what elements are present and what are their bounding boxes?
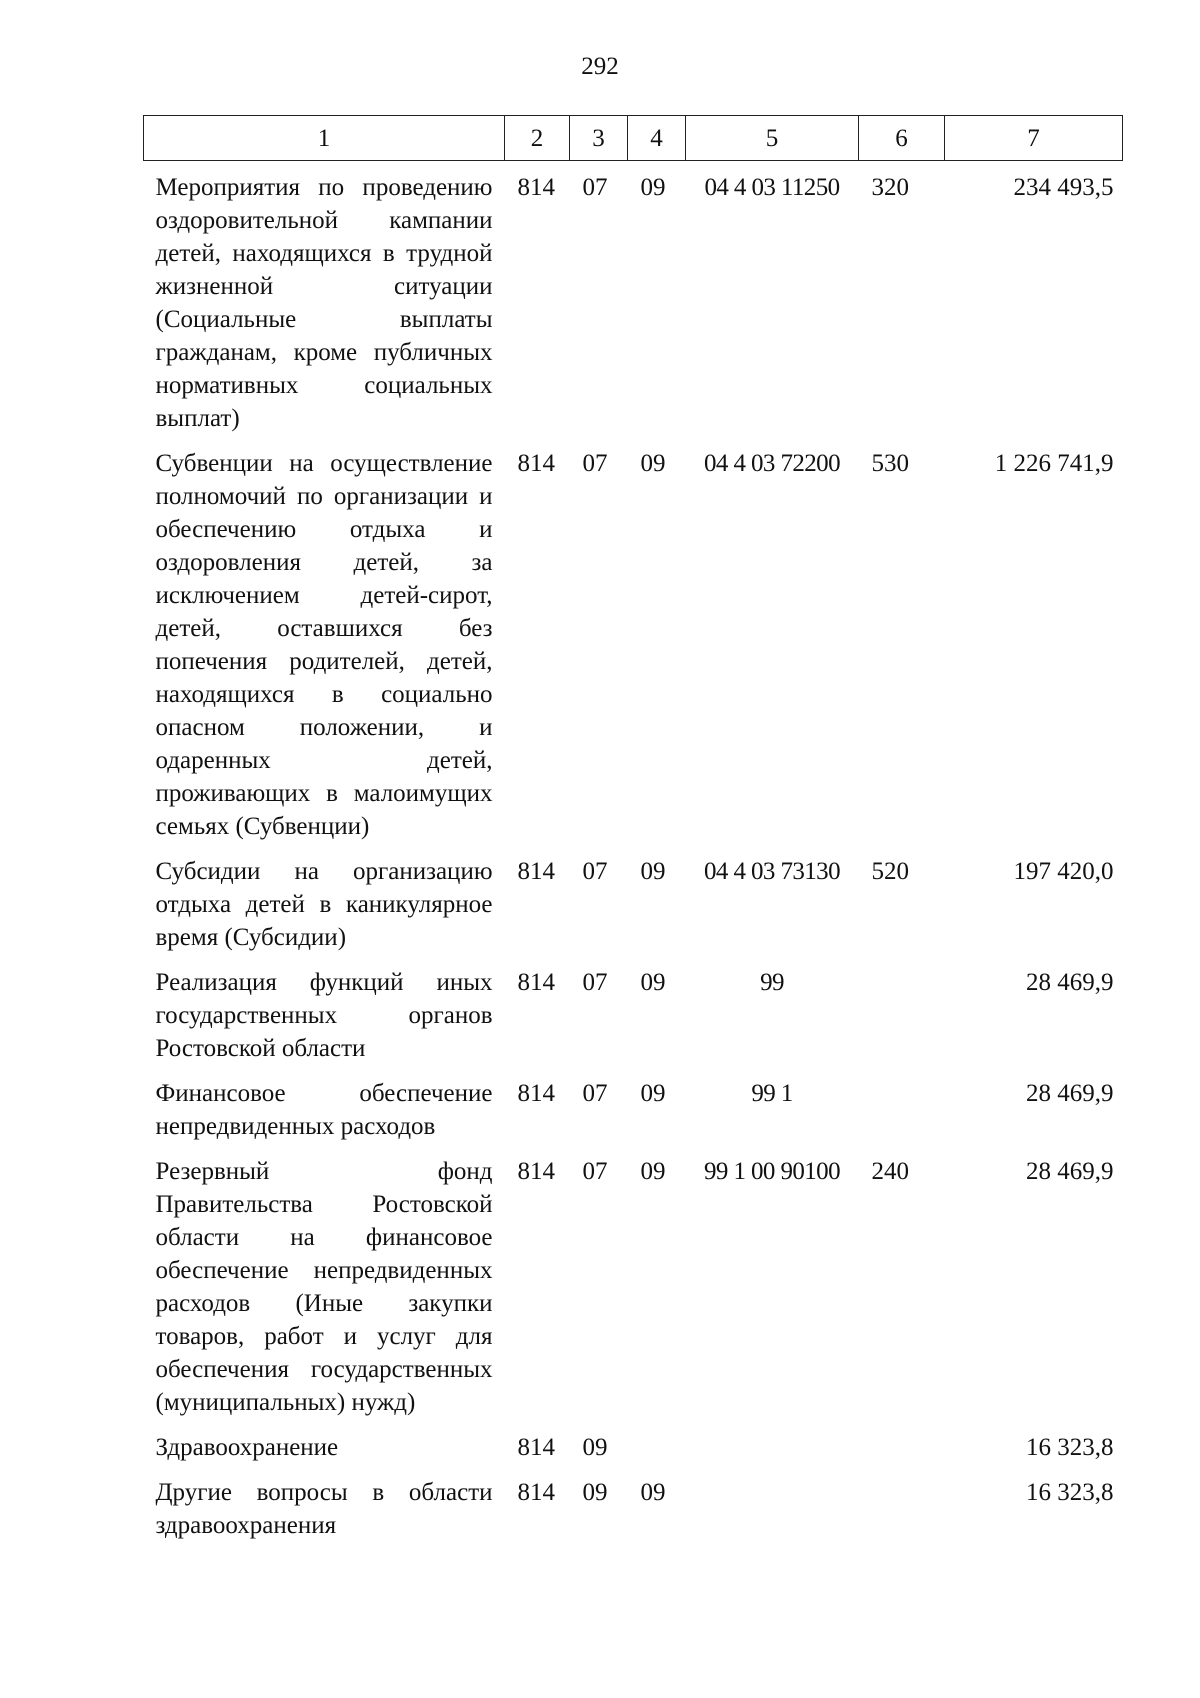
row-description: Реализация функций иных государственных органов Ростовской области: [155, 969, 493, 1062]
row-subsection-code: 09: [640, 1158, 666, 1185]
row-expense-type: [859, 966, 945, 1077]
table-row: [144, 855, 1123, 966]
row-ministry-code: 814: [517, 858, 555, 885]
row-amount: 16 323,8: [1026, 1479, 1114, 1506]
row-ministry-code: 814: [517, 1158, 555, 1185]
table-header-row: [144, 116, 1123, 161]
budget-table: [143, 115, 1123, 1554]
row-description: Финансовое обеспечение непредвиденных расходов: [155, 1080, 493, 1140]
row-ministry-code: 814: [517, 1080, 555, 1107]
column-header-3: 3: [570, 116, 628, 161]
row-subsection-code: 09: [640, 1080, 666, 1107]
row-description: Мероприятия по проведению оздоровительной кампании детей, находящихся в трудной жизненной ситуации (Социальные выплаты гражданам, кроме публичных нормативных социальных выплат): [155, 174, 493, 432]
row-expense-type: 240: [871, 1158, 909, 1185]
row-ministry-code: 814: [517, 450, 555, 477]
table-row: [144, 161, 1123, 448]
row-description: Субвенции на осуществление полномочий по организации и обеспечению отдыха и оздоровления детей, за исключением детей-сирот, детей, оставшихся без попечения родителей, детей, находящихся в социально опасном положении, и одаренных детей, проживающих в малоимущих семьях (Субвенции): [155, 450, 493, 840]
row-subsection-code: 09: [640, 1479, 666, 1506]
row-target-article: 04 4 03 72200: [704, 450, 840, 477]
row-expense-type: [859, 1077, 945, 1155]
row-section-code: 07: [582, 969, 608, 996]
row-section-code: 09: [582, 1434, 608, 1461]
row-section-code: 07: [582, 1158, 608, 1185]
row-amount: 234 493,5: [1013, 174, 1114, 201]
row-amount: 197 420,0: [1013, 858, 1114, 885]
column-header-5: 5: [686, 116, 859, 161]
row-expense-type: [859, 1476, 945, 1554]
row-subsection-code: 09: [640, 450, 666, 477]
table-row: [144, 1077, 1123, 1155]
row-subsection-code: 09: [640, 969, 666, 996]
row-target-article: 04 4 03 11250: [704, 174, 840, 201]
table-row: [144, 1431, 1123, 1476]
row-section-code: 07: [582, 858, 608, 885]
table-row: [144, 1476, 1123, 1554]
row-expense-type: [859, 1431, 945, 1476]
row-expense-type: 520: [871, 858, 909, 885]
row-ministry-code: 814: [517, 174, 555, 201]
column-header-4: 4: [628, 116, 686, 161]
row-ministry-code: 814: [517, 969, 555, 996]
row-subsection-code: [628, 1431, 686, 1476]
row-section-code: 07: [582, 450, 608, 477]
row-description: Субсидии на организацию отдыха детей в каникулярное время (Субсидии): [155, 858, 493, 951]
row-subsection-code: 09: [640, 858, 666, 885]
table-row: [144, 1155, 1123, 1431]
row-amount: 16 323,8: [1026, 1434, 1114, 1461]
row-target-article: 99 1: [751, 1080, 793, 1107]
row-section-code: 09: [582, 1479, 608, 1506]
row-target-article: 04 4 03 73130: [704, 858, 840, 885]
row-amount: 28 469,9: [1026, 1080, 1114, 1107]
row-target-article: [686, 1476, 859, 1554]
table-row: [144, 966, 1123, 1077]
row-description: Здравоохранение: [155, 1434, 339, 1461]
row-ministry-code: 814: [517, 1479, 555, 1506]
row-section-code: 07: [582, 1080, 608, 1107]
row-amount: 28 469,9: [1026, 1158, 1114, 1185]
page-number: 292: [581, 53, 619, 80]
row-amount: 28 469,9: [1026, 969, 1114, 996]
column-header-6: 6: [859, 116, 945, 161]
row-target-article: 99: [760, 969, 784, 996]
row-target-article: 99 1 00 90100: [704, 1158, 840, 1185]
row-subsection-code: 09: [640, 174, 666, 201]
row-ministry-code: 814: [517, 1434, 555, 1461]
row-expense-type: 530: [871, 450, 909, 477]
row-section-code: 07: [582, 174, 608, 201]
row-expense-type: 320: [871, 174, 909, 201]
row-amount: 1 226 741,9: [994, 450, 1114, 477]
column-header-1: 1: [144, 116, 505, 161]
table-row: [144, 447, 1123, 855]
column-header-2: 2: [505, 116, 570, 161]
column-header-7: 7: [945, 116, 1123, 161]
row-description: Резервный фонд Правительства Ростовской области на финансовое обеспечение непредвиденных расходов (Иные закупки товаров, работ и услуг для обеспечения государственных (муниципальных) нужд): [155, 1158, 493, 1416]
row-target-article: [686, 1431, 859, 1476]
row-description: Другие вопросы в области здравоохранения: [155, 1479, 493, 1539]
